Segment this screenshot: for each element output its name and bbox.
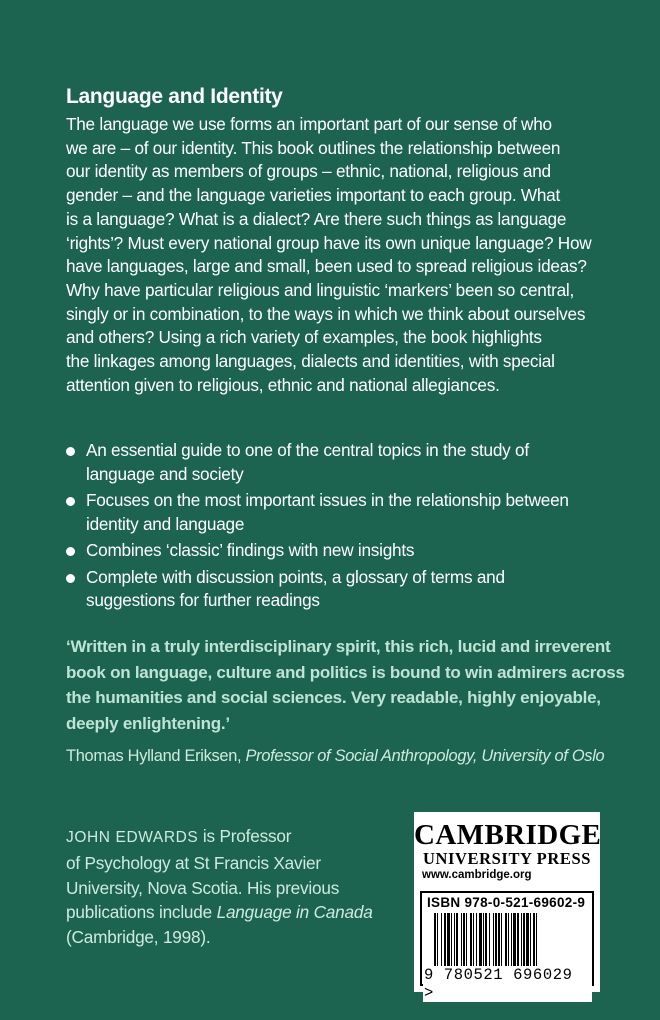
- description-line: and others? Using a rich variety of examples, the book highlights: [66, 327, 542, 348]
- feature-line: Focuses on the most important issues in the relationship between: [86, 490, 569, 510]
- description-line: the linkages among languages, dialects and identities, with special: [66, 351, 555, 372]
- feature-line: suggestions for further readings: [86, 590, 320, 610]
- author-bio-line: of Psychology at St Francis Xavier: [66, 852, 321, 873]
- author-bio: [66, 824, 373, 950]
- feature-list: [66, 439, 586, 616]
- book-description: [66, 113, 592, 397]
- description-line: attention given to religious, ethnic and national allegiances.: [66, 374, 500, 395]
- bullet-icon: [66, 447, 75, 456]
- description-line: The language we use forms an important part of our sense of who: [66, 114, 552, 134]
- description-line: Why have particular religious and linguistic ‘markers’ been so central,: [66, 279, 574, 300]
- author-bio-text: publications include: [66, 902, 217, 923]
- description-line: singly or in combination, to the ways in which we think about ourselves: [66, 303, 586, 324]
- description-line: our identity as members of groups – ethnic, national, religious and: [66, 161, 551, 182]
- feature-item: [66, 489, 586, 536]
- isbn-number: ISBN 978-0-521-69602-9: [427, 895, 586, 910]
- feature-line: An essential guide to one of the central topics in the study of: [86, 440, 529, 460]
- quote-line: deeply enlightening.’: [66, 713, 230, 733]
- publisher-logo-name: CAMBRIDGE: [414, 819, 602, 851]
- feature-line: Combines ‘classic’ findings with new insights: [86, 540, 415, 560]
- feature-item: [66, 566, 586, 613]
- bullet-icon: [66, 547, 75, 556]
- publisher-logo-sub: UNIVERSITY PRESS: [422, 849, 592, 868]
- reviewer-title: Professor of Social Anthropology, University of Oslo: [245, 747, 605, 765]
- description-line: have languages, large and small, been used to spread religious ideas?: [66, 256, 587, 277]
- reviewer-name: Thomas Hylland Eriksen,: [66, 747, 246, 765]
- quote-attribution: [66, 747, 606, 766]
- description-line: is a language? What is a dialect? Are there such things as language: [66, 208, 567, 229]
- description-line: we are – of our identity. This book outlines the relationship between: [66, 137, 561, 158]
- publisher-url: www.cambridge.org: [422, 869, 532, 881]
- author-name: JOHN EDWARDS: [66, 829, 199, 846]
- quote-line: book on language, culture and politics is bound to win admirers across: [66, 662, 625, 682]
- description-line: gender – and the language varieties important to each group. What: [66, 185, 560, 206]
- feature-item: [66, 439, 586, 486]
- feature-line: language and society: [86, 463, 244, 484]
- author-bio-line: University, Nova Scotia. His previous: [66, 877, 340, 898]
- quote-line: ‘Written in a truly interdisciplinary spirit, this rich, lucid and irreverent: [66, 637, 611, 656]
- review-quote: [66, 634, 625, 736]
- feature-line: Complete with discussion points, a glossary of terms and: [86, 566, 505, 587]
- barcode-digits: 9 780521 696029 >: [423, 966, 592, 1002]
- bullet-icon: [66, 574, 75, 583]
- isbn-barcode-box: [420, 891, 594, 1002]
- feature-line: identity and language: [86, 513, 245, 534]
- description-line: ‘rights’? Must every national group have its own unique language? How: [66, 232, 592, 253]
- feature-item: [66, 539, 586, 563]
- author-bio-line: (Cambridge, 1998).: [66, 927, 211, 948]
- publisher-block: [414, 812, 602, 1002]
- previous-book-title: Language in Canada: [216, 902, 373, 923]
- book-title-heading: Language and Identity: [66, 85, 283, 108]
- author-bio-text: is Professor: [198, 826, 292, 846]
- quote-line: the humanities and social sciences. Very readable, highly enjoyable,: [66, 688, 601, 707]
- bullet-icon: [66, 497, 75, 506]
